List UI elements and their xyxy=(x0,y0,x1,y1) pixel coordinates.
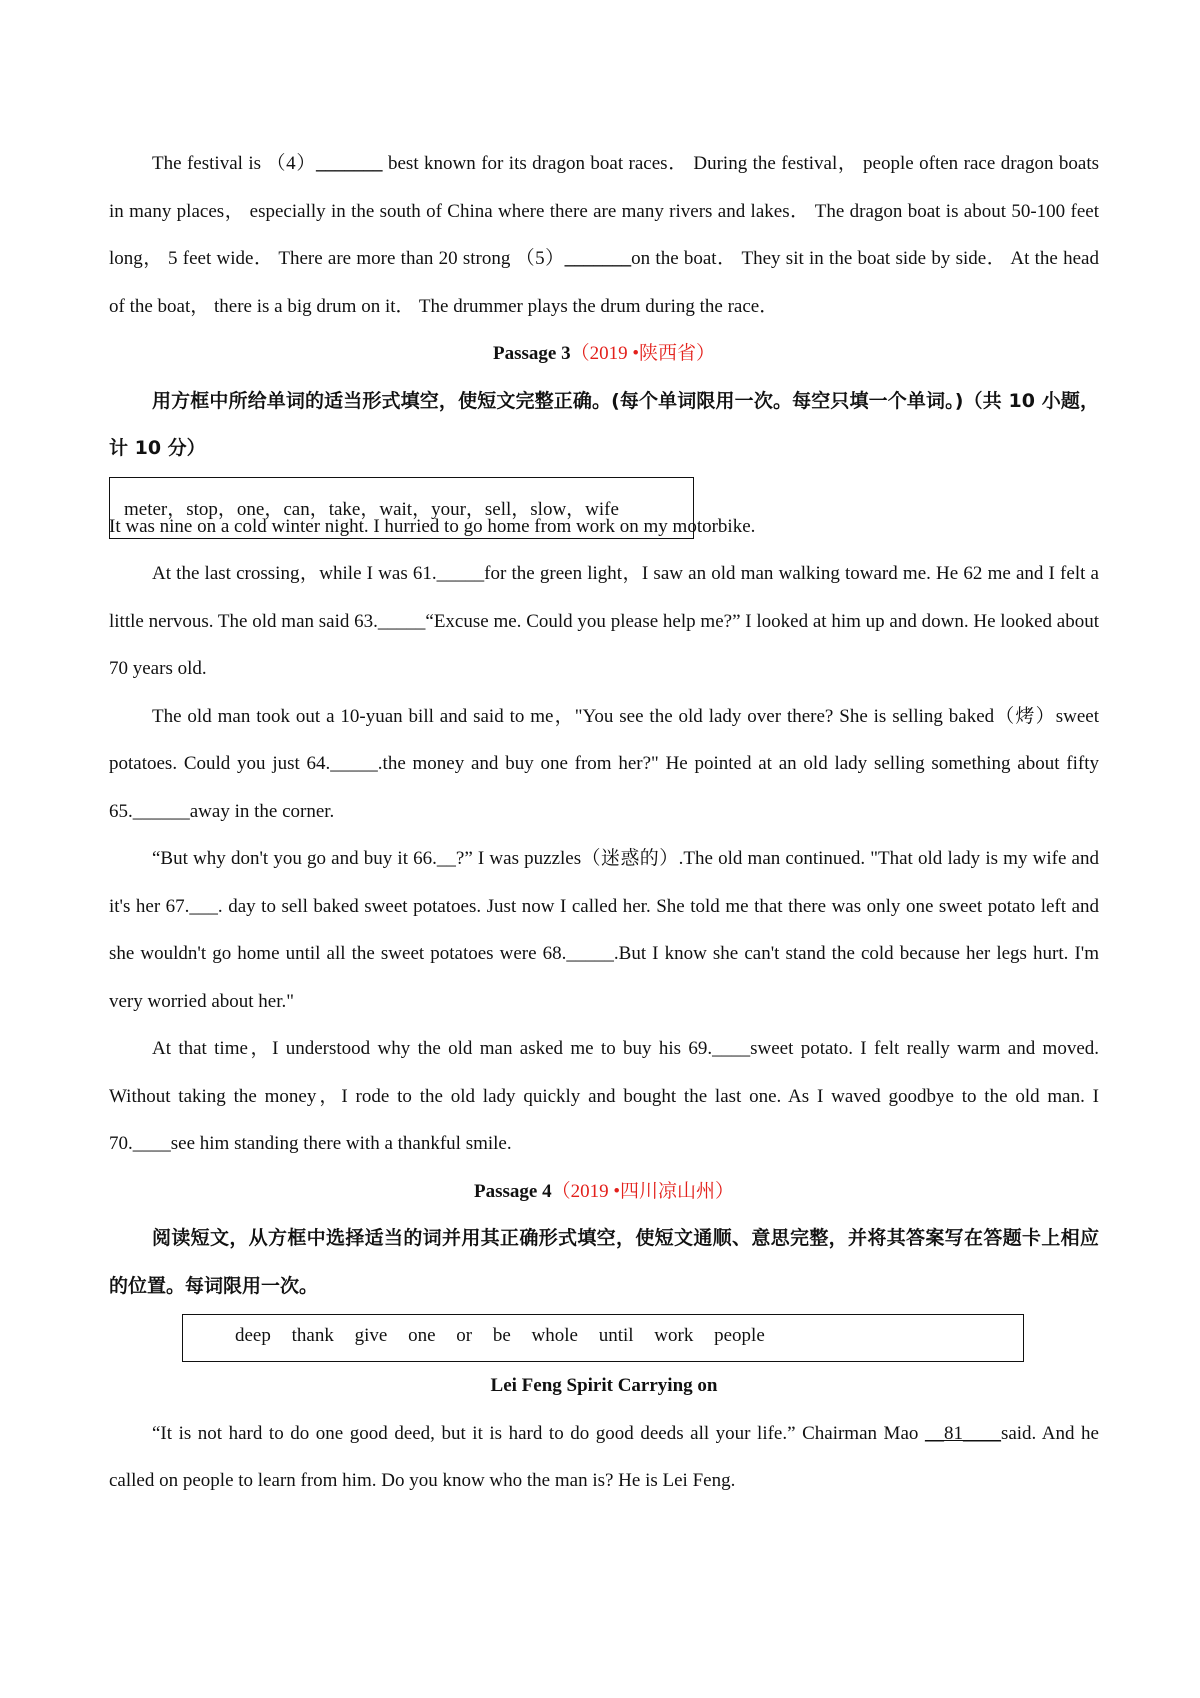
passage3-paragraph-4: At that time，I understood why the old man asked me to buy his 69.____sweet potato. I felt really warm and moved. Without taking the money，I rode to the old lady quickly and bought the last one. As I waved goodbye to the old man. I 70.____see him standing there with a thankful smile. xyxy=(109,1038,1099,1154)
word-box-item: until xyxy=(598,1325,634,1346)
passage4-word-box xyxy=(182,1314,1024,1362)
passage3-source: （2019 •陕西省） xyxy=(570,343,715,364)
passage4-title: Passage 4 xyxy=(474,1180,552,1202)
text-run: The festival is （4） xyxy=(152,153,317,174)
word-box-item: deep xyxy=(235,1325,271,1346)
passage4-paragraph-0 xyxy=(109,1410,1099,1505)
text-run: on the boat． They sit in the boat side by side． At the head of the boat， there is a big drum on it． The drummer plays the drum during the race． xyxy=(109,248,1099,317)
blank-81: __81____ xyxy=(924,1422,1001,1444)
passage3-paragraph-2: The old man took out a 10-yuan bill and said to me，"You see the old lady over there? She is selling baked（烤）sweet potatoes. Could you just 64._____.the money and buy one from her?" He pointed at an old lady selling something about fifty 65.______away in the corner. xyxy=(109,705,1099,822)
passage3-title: Passage 3 xyxy=(493,343,571,364)
text-run: said. And he called on people to learn from him. Do you know who the man is? He is Lei Feng. xyxy=(109,1422,1099,1491)
passage3-paragraph-0: It was nine on a cold winter night. I hurried to go home from work on my motorbike. xyxy=(109,515,756,537)
word-box-item: give xyxy=(354,1325,388,1346)
passage4-heading xyxy=(109,1168,1099,1216)
word-box-item: thank xyxy=(291,1325,334,1346)
word-box-item: people xyxy=(714,1325,765,1346)
word-box-item: whole xyxy=(531,1325,578,1346)
document-page xyxy=(109,140,1099,1505)
passage3-heading xyxy=(109,330,1099,378)
word-box-item: be xyxy=(492,1325,511,1346)
word-box-item: or xyxy=(456,1325,473,1346)
word-box-item: one xyxy=(408,1325,436,1346)
passage4-instruction: 阅读短文，从方框中选择适当的词并用其正确形式填空，使短文通顺、意思完整，并将其答案写在答题卡上相应的位置。每词限用一次。 xyxy=(109,1227,1099,1297)
article-title: Lei Feng Spirit Carrying on xyxy=(490,1375,718,1396)
passage3-paragraph-3: “But why don't you go and buy it 66.__?” I was puzzles（迷惑的）.The old man continued. "That old lady is my wife and it's her 67.___. day to sell baked sweet potatoes. Just now I called her. She told me that there was only one sweet potato left and she wouldn't go home until all the sweet potatoes were 68._____.But I know she can't stand the cold because her legs hurt. I'm very worried about her." xyxy=(109,848,1099,1012)
passage3-word-box: meter，stop，one，can，take，wait，your，sell，slow，wife xyxy=(109,477,694,539)
blank-5: _______ xyxy=(564,248,632,269)
passage2-paragraph xyxy=(109,140,1099,330)
passage3-instruction: 用方框中所给单词的适当形式填空，使短文完整正确。(每个单词限用一次。每空只填一个单词。)（共 10 小题，计 10 分） xyxy=(109,389,1099,459)
blank-4: _______ xyxy=(316,153,383,174)
word-box-item: work xyxy=(654,1325,694,1346)
passage4-source: （2019 •四川凉山州） xyxy=(551,1180,734,1202)
passage3-paragraph-1: At the last crossing，while I was 61._____for the green light，I saw an old man walking toward me. He 62 me and I felt a little nervous. The old man said 63._____“Excuse me. Could you please help me?” I looked at him up and down. He looked about 70 years old. xyxy=(109,563,1099,679)
text-run: best known for its dragon boat races． During the festival， people often race dragon boats in many places， especially in the south of China where there are many rivers and lakes． The dragon boat is about 50-100 feet long， 5 feet wide． There are more than 20 strong （5） xyxy=(109,153,1099,269)
text-run: “It is not hard to do one good deed, but it is hard to do good deeds all your life.” Chairman Mao xyxy=(152,1422,925,1444)
